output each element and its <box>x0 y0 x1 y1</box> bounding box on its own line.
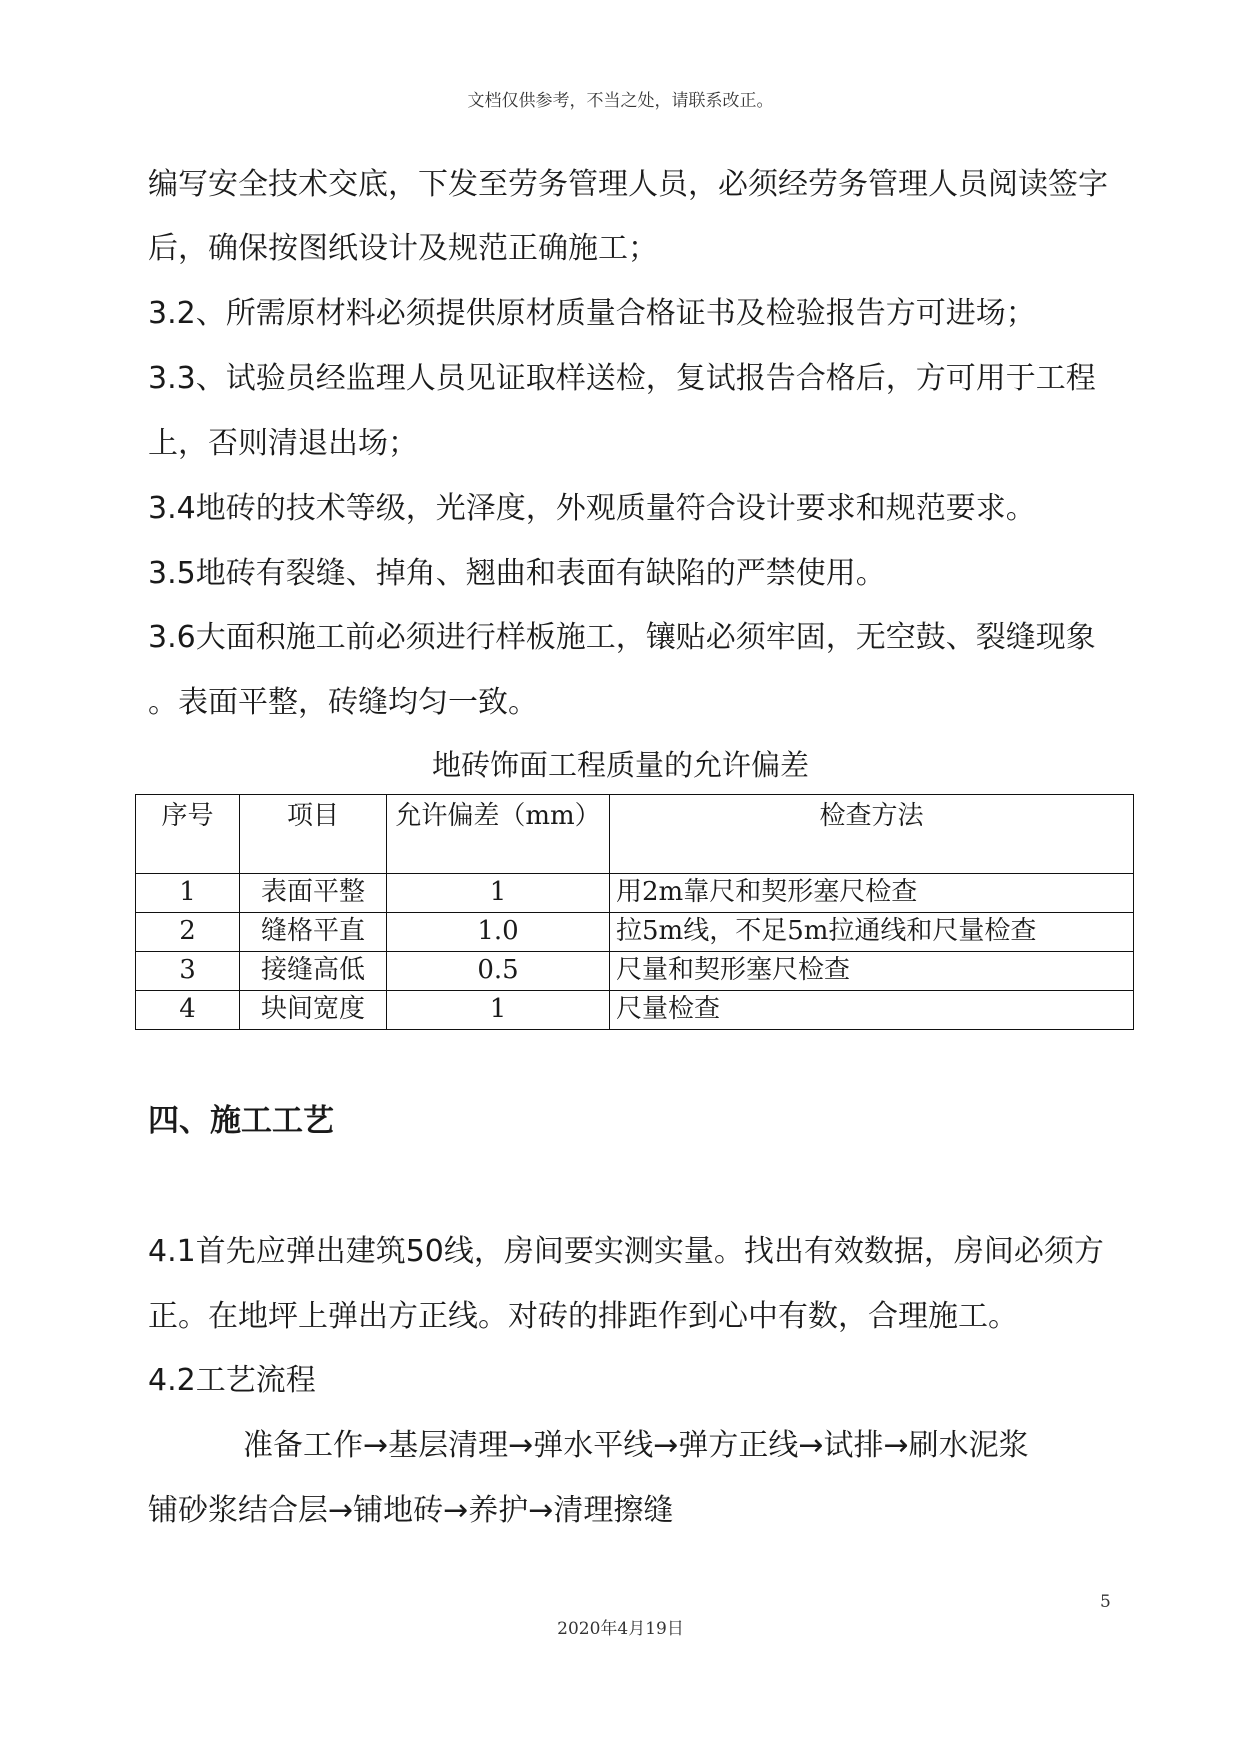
body-line-9: 。表面平整，砖缝均匀一致。 <box>148 685 538 720</box>
cell-tolerance: 0.5 <box>387 952 610 991</box>
body-line-3: 3.2、所需原材料必须提供原材质量合格证书及检验报告方可进场； <box>148 296 1036 331</box>
table-row <box>136 952 1134 991</box>
cell-item: 表面平整 <box>240 874 387 913</box>
section-line-2: 正。在地坪上弹出方正线。对砖的排距作到心中有数，合理施工。 <box>148 1299 1018 1334</box>
cell-method: 尺量检查 <box>610 991 1134 1030</box>
header-tolerance: 允许偏差（mm） <box>387 795 610 874</box>
cell-method: 尺量和契形塞尺检查 <box>610 952 1134 991</box>
tolerance-table <box>135 794 1134 1030</box>
header-method: 检查方法 <box>610 795 1134 874</box>
cell-method: 拉5m线，不足5m拉通线和尺量检查 <box>610 913 1134 952</box>
body-line-8: 3.6大面积施工前必须进行样板施工，镶贴必须牢固，无空鼓、裂缝现象 <box>148 620 1096 655</box>
section-heading: 四、施工工艺 <box>148 1103 334 1139</box>
cell-method: 用2m靠尺和契形塞尺检查 <box>610 874 1134 913</box>
cell-tolerance: 1 <box>387 874 610 913</box>
footer-date: 2020年4月19日 <box>557 1619 684 1639</box>
cell-item: 缝格平直 <box>240 913 387 952</box>
cell-index: 4 <box>136 991 240 1030</box>
table-caption: 地砖饰面工程质量的允许偏差 <box>431 748 809 782</box>
page-number: 5 <box>1100 1592 1111 1612</box>
section-line-1: 4.1首先应弹出建筑50线，房间要实测实量。找出有效数据，房间必须方 <box>148 1234 1104 1269</box>
table-row <box>136 913 1134 952</box>
process-flow-line-2: 铺砂浆结合层→铺地砖→养护→清理擦缝 <box>148 1493 674 1528</box>
body-line-1: 编写安全技术交底，下发至劳务管理人员，必须经劳务管理人员阅读签字 <box>148 167 1108 202</box>
page-header: 文档仅供参考，不当之处，请联系改正。 <box>467 91 774 111</box>
cell-tolerance: 1.0 <box>387 913 610 952</box>
cell-index: 2 <box>136 913 240 952</box>
cell-index: 3 <box>136 952 240 991</box>
header-index: 序号 <box>136 795 240 874</box>
cell-index: 1 <box>136 874 240 913</box>
body-line-2: 后，确保按图纸设计及规范正确施工； <box>148 231 658 266</box>
body-line-6: 3.4地砖的技术等级，光泽度，外观质量符合设计要求和规范要求。 <box>148 491 1036 526</box>
cell-tolerance: 1 <box>387 991 610 1030</box>
table-row <box>136 874 1134 913</box>
section-line-3: 4.2工艺流程 <box>148 1363 316 1398</box>
process-flow-line-1: 准备工作→基层清理→弹水平线→弹方正线→试排→刷水泥浆 <box>243 1428 1029 1463</box>
body-line-5: 上，否则清退出场； <box>148 426 418 461</box>
header-item: 项目 <box>240 795 387 874</box>
cell-item: 接缝高低 <box>240 952 387 991</box>
cell-item: 块间宽度 <box>240 991 387 1030</box>
body-line-4: 3.3、试验员经监理人员见证取样送检，复试报告合格后，方可用于工程 <box>148 361 1096 396</box>
table-row <box>136 991 1134 1030</box>
body-line-7: 3.5地砖有裂缝、掉角、翘曲和表面有缺陷的严禁使用。 <box>148 556 886 591</box>
table-header-row <box>136 795 1134 874</box>
